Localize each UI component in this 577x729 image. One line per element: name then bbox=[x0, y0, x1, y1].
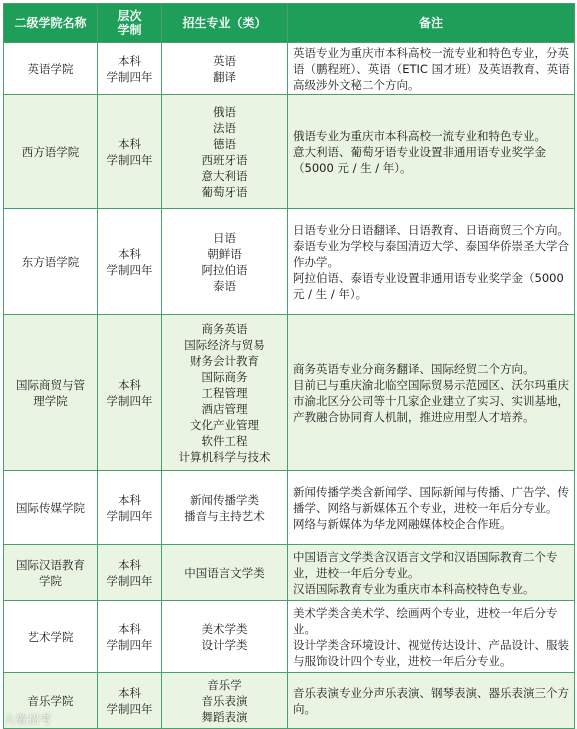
major-item: 酒店管理 bbox=[201, 401, 248, 416]
major-item: 翻译 bbox=[213, 69, 236, 84]
majors-cell bbox=[162, 601, 288, 673]
major-item: 播音与主持艺术 bbox=[184, 508, 265, 523]
notes-cell bbox=[288, 315, 575, 471]
header-system: 层次 学制 bbox=[98, 4, 162, 43]
note-line: 音乐表演专业分声乐表演、钢琴表演、器乐表演三个方向。 bbox=[293, 685, 569, 716]
majors-cell bbox=[162, 673, 288, 729]
major-item: 软件工程 bbox=[201, 433, 248, 448]
major-item: 日语 bbox=[213, 230, 236, 245]
note-line: 泰语专业为学校与泰国清迈大学、泰国华侨崇圣大学合作办学。 bbox=[293, 238, 569, 269]
major-item: 法语 bbox=[213, 120, 236, 135]
major-item: 音乐学 bbox=[207, 677, 242, 692]
header-college: 二级学院名称 bbox=[4, 4, 98, 43]
table-row bbox=[4, 209, 575, 315]
education-level-cell: 本科 学制四年 bbox=[98, 673, 162, 729]
major-item: 文化产业管理 bbox=[190, 417, 259, 432]
table-header bbox=[4, 4, 575, 43]
notes-cell bbox=[288, 673, 575, 729]
notes-cell bbox=[288, 43, 575, 95]
notes-cell bbox=[288, 209, 575, 315]
table-row bbox=[4, 673, 575, 729]
major-item: 设计学类 bbox=[201, 637, 248, 652]
note-line: 网络与新媒体为华龙网融媒体校企合作班。 bbox=[293, 516, 512, 531]
table-row bbox=[4, 95, 575, 209]
major-item: 俄语 bbox=[213, 104, 236, 119]
major-item: 国际商务 bbox=[201, 369, 248, 384]
major-item: 工程管理 bbox=[201, 385, 248, 400]
header-row bbox=[4, 4, 575, 43]
table-row bbox=[4, 545, 575, 601]
college-name-cell: 英语学院 bbox=[4, 43, 98, 95]
education-level-cell: 本科 学制四年 bbox=[98, 209, 162, 315]
note-line: 目前已与重庆渝北临空国际贸易示范园区、沃尔玛重庆市渝北区分公司等十几家企业建立了实习、实训基地，产教融合协同育人机制，推进应用型人才培养。 bbox=[293, 377, 569, 424]
college-name-cell: 艺术学院 bbox=[4, 601, 98, 673]
major-item: 中国语言文学类 bbox=[184, 565, 265, 580]
notes-cell bbox=[288, 95, 575, 209]
note-line: 中国语言文学类含汉语言文学和汉语国际教育二个专业，进校一年后分专业。 bbox=[293, 549, 558, 580]
note-line: 商务英语专业分商务翻译、国际经贸二个方向。 bbox=[293, 361, 535, 376]
majors-cell bbox=[162, 471, 288, 545]
education-level-cell: 本科 学制四年 bbox=[98, 315, 162, 471]
note-line: 意大利语、葡萄牙语专业设置非通用语专业奖学金（5000 元 / 生 / 年）。 bbox=[293, 144, 546, 175]
education-level-cell: 本科 学制四年 bbox=[98, 471, 162, 545]
notes-cell bbox=[288, 545, 575, 601]
major-item: 葡萄牙语 bbox=[201, 184, 248, 199]
majors-cell bbox=[162, 43, 288, 95]
college-name-cell: 国际传媒学院 bbox=[4, 471, 98, 545]
major-item: 英语 bbox=[213, 53, 236, 68]
note-line: 汉语国际教育专业为重庆市本科高校特色专业。 bbox=[293, 581, 535, 596]
watermark-logo: 大敬招考 bbox=[4, 713, 52, 726]
note-line: 英语专业为重庆市本科高校一流专业和特色专业，分英语（鹏程班）、英语（ETIC 国才班）及英语教育、英语高级涉外文秘二个方向。 bbox=[293, 45, 570, 92]
header-majors: 招生专业（类） bbox=[162, 4, 288, 43]
education-level-cell: 本科 学制四年 bbox=[98, 95, 162, 209]
major-item: 朝鲜语 bbox=[207, 246, 242, 261]
major-item: 舞蹈表演 bbox=[201, 709, 248, 724]
college-name-cell: 国际商贸与管理学院 bbox=[4, 315, 98, 471]
note-line: 俄语专业为重庆市本科高校一流专业和特色专业。 bbox=[293, 128, 546, 143]
majors-cell bbox=[162, 209, 288, 315]
note-line: 日语专业分日语翻译、日语教育、日语商贸三个方向。 bbox=[293, 222, 569, 237]
major-item: 西班牙语 bbox=[201, 152, 248, 167]
table-row bbox=[4, 43, 575, 95]
major-item: 计算机科学与技术 bbox=[178, 449, 271, 464]
major-item: 音乐表演 bbox=[201, 693, 248, 708]
college-name-cell: 音乐学院 bbox=[4, 673, 98, 729]
table-row bbox=[4, 471, 575, 545]
major-item: 财务会计教育 bbox=[190, 353, 259, 368]
table-body bbox=[4, 43, 575, 729]
major-item: 意大利语 bbox=[201, 168, 248, 183]
notes-cell bbox=[288, 471, 575, 545]
note-line: 新闻传播学类含新闻学、国际新闻与传播、广告学、传播学、网络与新媒体五个专业，进校一年后分专业。 bbox=[293, 484, 569, 515]
college-name-cell: 东方语学院 bbox=[4, 209, 98, 315]
education-level-cell: 本科 学制四年 bbox=[98, 43, 162, 95]
college-name-cell: 西方语学院 bbox=[4, 95, 98, 209]
major-item: 国际经济与贸易 bbox=[184, 337, 265, 352]
note-line: 阿拉伯语、泰语专业设置非通用语专业奖学金（5000 元 / 生 / 年）。 bbox=[293, 270, 564, 301]
major-item: 泰语 bbox=[213, 278, 236, 293]
table-row bbox=[4, 315, 575, 471]
majors-cell bbox=[162, 545, 288, 601]
table-row bbox=[4, 601, 575, 673]
notes-cell bbox=[288, 601, 575, 673]
major-item: 德语 bbox=[213, 136, 236, 151]
major-item: 商务英语 bbox=[201, 321, 248, 336]
major-item: 阿拉伯语 bbox=[201, 262, 248, 277]
note-line: 美术学类含美术学、绘画两个专业，进校一年后分专业。 bbox=[293, 605, 558, 636]
majors-cell bbox=[162, 95, 288, 209]
majors-cell bbox=[162, 315, 288, 471]
major-item: 新闻传播学类 bbox=[190, 492, 259, 507]
note-line: 设计学类含环境设计、视觉传达设计、产品设计、服装与服饰设计四个专业，进校一年后分专业。 bbox=[293, 637, 569, 668]
header-notes: 备注 bbox=[288, 4, 575, 43]
education-level-cell: 本科 学制四年 bbox=[98, 545, 162, 601]
majors-table bbox=[3, 3, 575, 729]
college-name-cell: 国际汉语教育学院 bbox=[4, 545, 98, 601]
major-item: 美术学类 bbox=[201, 621, 248, 636]
education-level-cell: 本科 学制四年 bbox=[98, 601, 162, 673]
